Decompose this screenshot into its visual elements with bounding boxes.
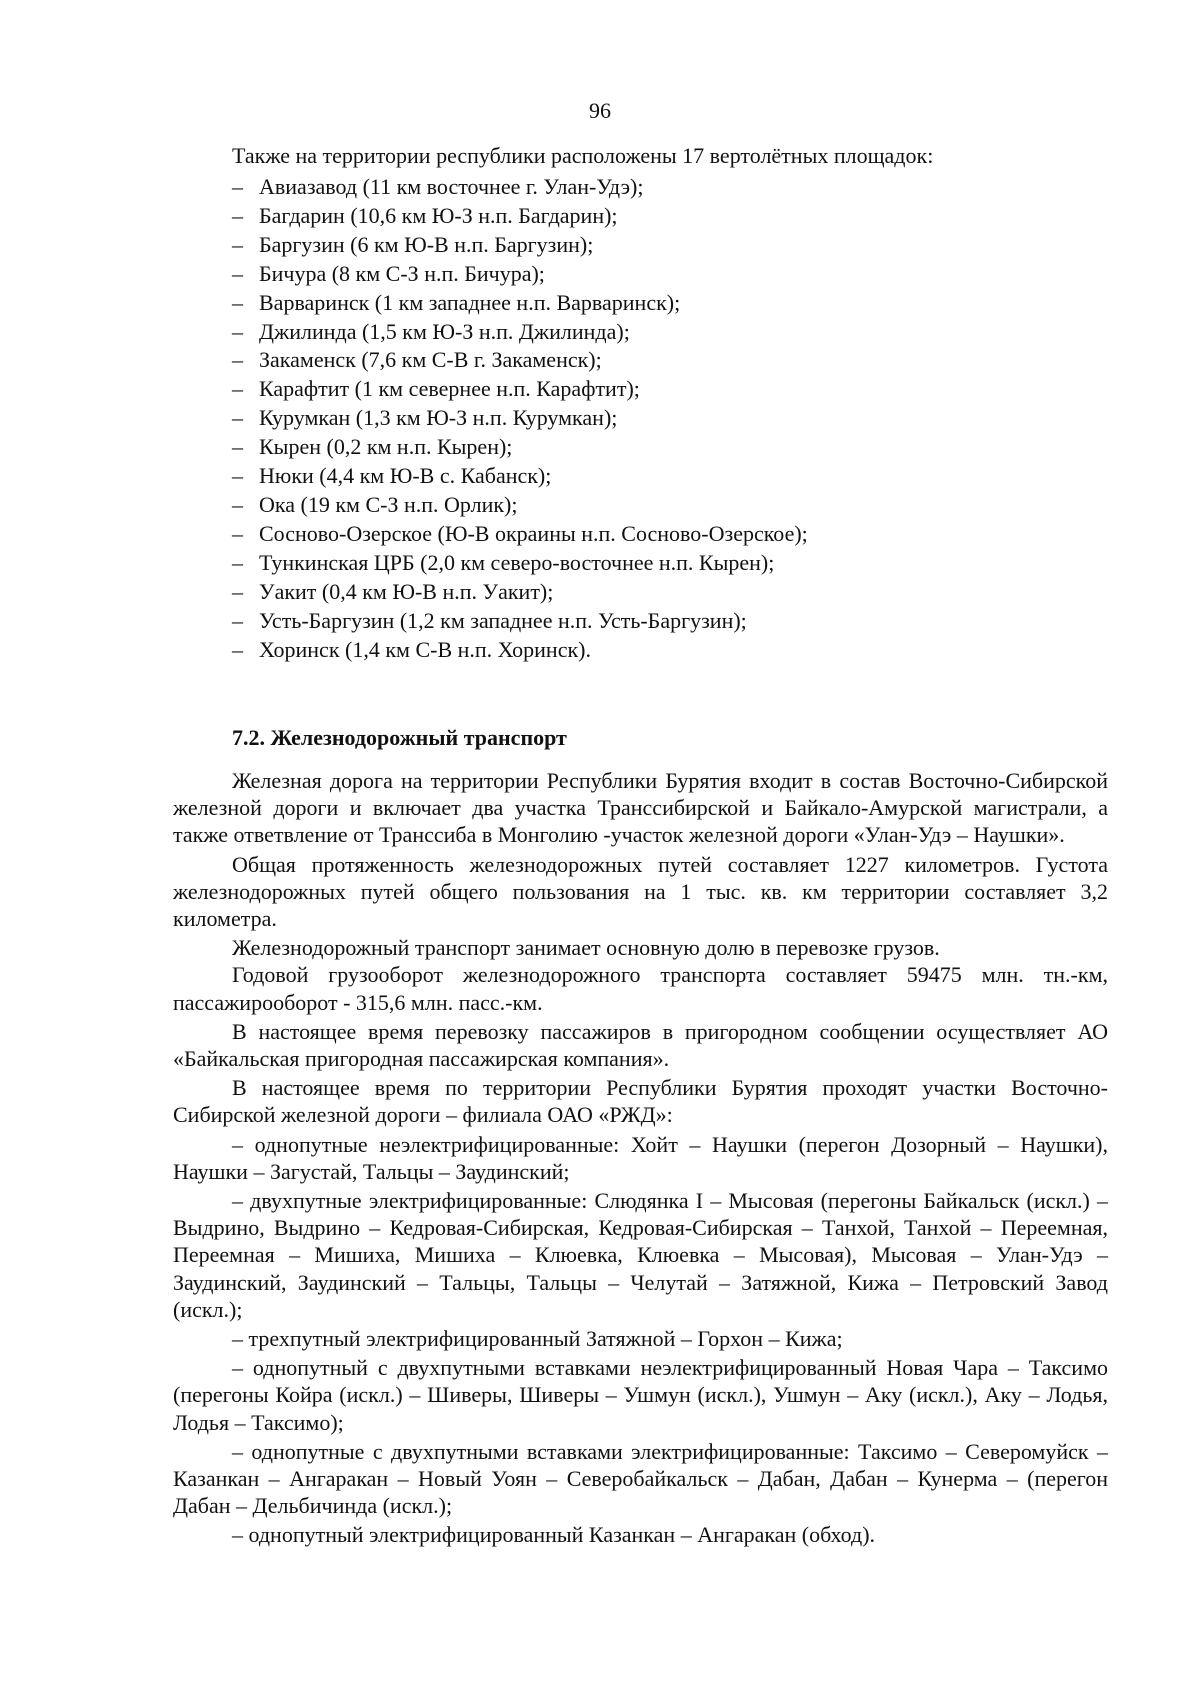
helipad-text: Сосново-Озерское (Ю-В окраины н.п. Сосново-Озерское); [259,520,808,546]
list-item [232,404,808,433]
paragraph: – однопутный электрифицированный Казанкан – Ангаракан (обход). [232,1522,876,1548]
list-dash: – [232,636,243,662]
helipad-text: Хоринск (1,4 км С-В н.п. Хоринск). [259,636,591,662]
list-item [232,260,808,289]
list-item [232,491,808,520]
paragraph: – однопутные неэлектрифицированные: Хойт – Наушки (перегон Дозорный – Наушки), Наушки – Загустай, Тальцы – Заудинский; [173,1131,1108,1184]
helipad-text: Бичура (8 км С-З н.п. Бичура); [259,260,545,286]
list-item [232,375,808,404]
list-dash: – [232,434,243,460]
section-body [173,767,1108,1549]
page-number: 96 [589,98,611,123]
helipad-text: Карафтит (1 км севернее н.п. Карафтит); [259,376,640,402]
list-item [232,289,808,318]
helipad-text: Ока (19 км С-З н.п. Орлик); [259,491,518,517]
list-dash: – [232,607,243,633]
helipad-text: Кырен (0,2 км н.п. Кырен); [259,434,513,460]
list-dash: – [232,289,243,315]
list-item [232,346,808,375]
helipad-text: Курумкан (1,3 км Ю-З н.п. Курумкан); [259,405,618,431]
helipad-text: Закаменск (7,6 км С-В г. Закаменск); [259,347,602,373]
section-title: 7.2. Железнодорожный транспорт [232,725,567,750]
helipad-text: Нюки (4,4 км Ю-В с. Кабанск); [259,463,552,489]
helipad-text: Авиазавод (11 км восточнее г. Улан-Удэ); [259,174,644,199]
list-item [232,462,808,491]
paragraph: В настоящее время по территории Республики Бурятия проходят участки Восточно-Сибирской железной дороги – филиала ОАО «РЖД»: [173,1075,1108,1128]
helipad-text: Багдарин (10,6 км Ю-З н.п. Багдарин); [259,202,618,228]
paragraph: – двухпутные электрифицированные: Слюдянка I – Мысовая (перегоны Байкальск (искл.) – Выдрино, Выдрино – Кедровая-Сибирская, Кедровая-Сибирская – Танхой, Танхой – Переемная, Переемная – Мишиха, Мишиха – Клюевка, Клюевка – Мысовая), Мысовая – Улан-Удэ – Заудинский, Заудинский – Тальцы, Тальцы – Челутай – Затяжной, Кижа – Петровский Завод (искл.); [173,1188,1108,1322]
helipad-text: Варваринск (1 км западнее н.п. Варваринск); [259,289,681,315]
paragraph: В настоящее время перевозку пассажиров в пригородном сообщении осуществляет АО «Байкальская пригородная пассажирская компания». [173,1018,1108,1072]
list-item [232,520,808,549]
list-item [232,578,808,607]
list-dash: – [232,463,243,489]
list-dash: – [232,174,243,199]
list-dash: – [232,376,243,402]
helipad-list [232,173,808,664]
helipad-text: Усть-Баргузин (1,2 км западнее н.п. Усть-Баргузин); [259,607,747,633]
paragraph: Годовой грузооборот железнодорожного транспорта составляет 59475 млн. тн.-км, пассажирооборот - 315,6 млн. пасс.-км. [173,962,1108,1015]
list-item [232,318,808,347]
paragraph: – однопутные с двухпутными вставками электрифицированные: Таксимо – Северомуйск – Казанкан – Ангаракан – Новый Уоян – Северобайкальск – Дабан, Дабан – Кунерма – (перегон Дабан – Дельбичинда (искл.); [173,1438,1108,1519]
list-dash: – [232,520,243,546]
list-item [232,636,808,665]
list-dash: – [232,260,243,286]
list-item [232,607,808,636]
list-dash: – [232,405,243,431]
list-dash: – [232,549,243,575]
list-item [232,549,808,578]
list-item [232,231,808,260]
list-dash: – [232,318,243,344]
helipad-text: Баргузин (6 км Ю-В н.п. Баргузин); [259,231,594,257]
list-dash: – [232,491,243,517]
helipads-intro: Также на территории республики расположены 17 вертолётных площадок: [232,143,934,168]
paragraph: – однопутный с двухпутными вставками неэлектрифицированный Новая Чара – Таксимо (перегоны Койра (искл.) – Шиверы, Шиверы – Ушмун (искл.), Ушмун – Аку (искл.), Аку – Лодья, Лодья – Таксимо); [173,1355,1108,1435]
paragraph: Железнодорожный транспорт занимает основную долю в перевозке грузов. [232,935,940,961]
list-dash: – [232,578,243,604]
list-dash: – [232,347,243,373]
list-dash: – [232,202,243,228]
helipad-text: Тункинская ЦРБ (2,0 км северо-восточнее н.п. Кырен); [259,549,775,575]
helipad-text: Джилинда (1,5 км Ю-З н.п. Джилинда); [259,318,630,344]
paragraph: Общая протяженность железнодорожных путей составляет 1227 километров. Густота железнодорожных путей общего пользования на 1 тыс. кв. км территории составляет 3,2 километра. [173,851,1108,932]
helipad-text: Уакит (0,4 км Ю-В н.п. Уакит); [259,578,554,604]
list-item [232,433,808,462]
list-item [232,173,808,202]
list-dash: – [232,231,243,257]
paragraph: Железная дорога на территории Республики Бурятия входит в состав Восточно-Сибирской железной дороги и включает два участка Транссибирской и Байкало-Амурской магистрали, а также ответвление от Транссиба в Монголию -участок железной дороги «Улан-Удэ – Наушки». [173,768,1108,848]
list-item [232,202,808,231]
paragraph: – трехпутный электрифицированный Затяжной – Горхон – Кижа; [232,1326,843,1352]
